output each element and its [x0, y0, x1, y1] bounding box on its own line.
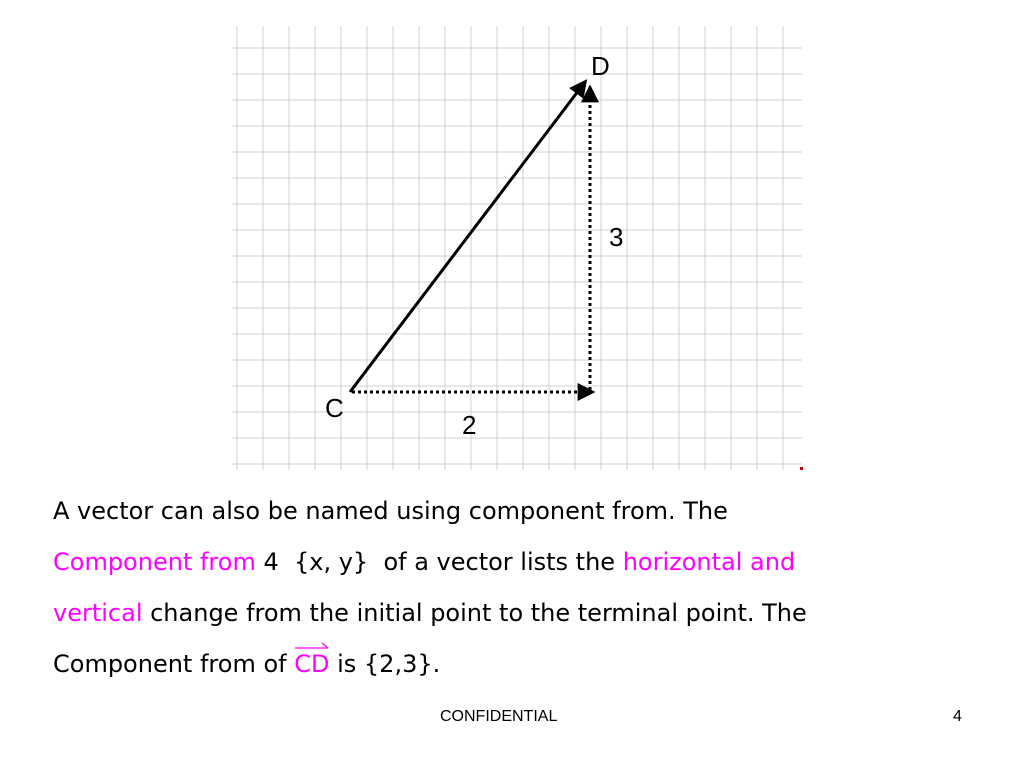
term-component-form: Component from	[53, 548, 256, 576]
point-c-label: C	[325, 393, 344, 423]
vector-cd-notation	[294, 639, 329, 690]
line3-rest-text: change from the initial point to the terminal point. The	[142, 599, 807, 627]
vector-cd-text: CD	[294, 650, 330, 678]
term-horizontal-and: horizontal and	[622, 548, 796, 576]
line4-suffix-text: is {2,3}.	[329, 650, 441, 678]
line4-prefix-text: Component from of	[53, 650, 295, 678]
confidential-label: CONFIDENTIAL	[440, 708, 558, 725]
page-number: 4	[953, 708, 962, 725]
point-d-label: D	[591, 51, 610, 81]
paragraph-line-3	[53, 588, 1013, 639]
vertical-change-label: 3	[609, 222, 624, 252]
vector-arrow-icon	[294, 640, 330, 652]
line2-middle-text: 4 {x, y} of a vector lists the	[255, 548, 623, 576]
term-vertical: vertical	[53, 599, 143, 627]
coordinate-grid	[232, 26, 802, 470]
vector-cd	[350, 82, 585, 392]
line1-text: A vector can also be named using component from. The	[53, 497, 728, 525]
horizontal-change-label: 2	[462, 410, 477, 440]
paragraph-line-4	[53, 639, 1013, 690]
paragraph-line-1	[53, 486, 1013, 537]
paragraph-line-2	[53, 537, 1013, 588]
corner-mark	[800, 467, 803, 470]
explanation-paragraph	[53, 486, 1013, 690]
